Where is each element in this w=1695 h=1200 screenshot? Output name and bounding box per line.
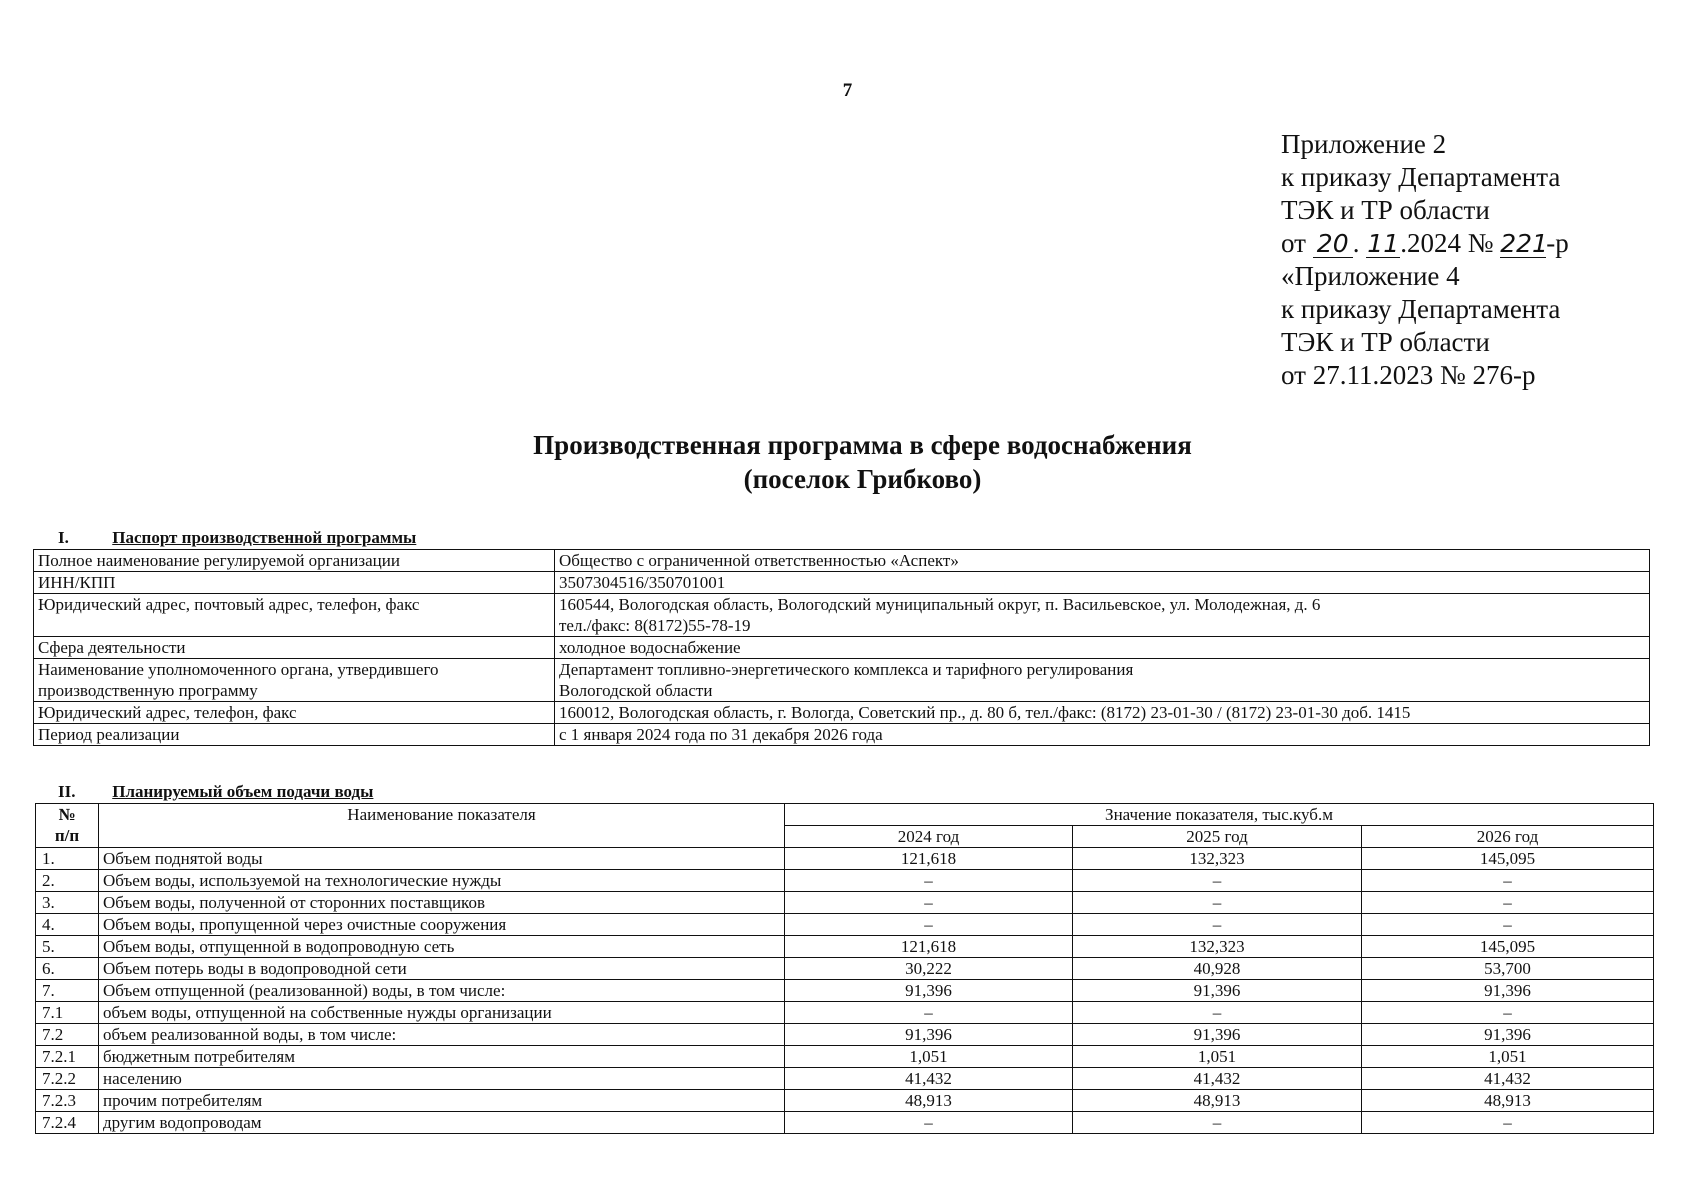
row-number: 7.2.4 [36, 1112, 99, 1134]
row-value-2026: – [1362, 914, 1654, 936]
table-row [36, 1002, 1654, 1024]
row-value-2025: 48,913 [1073, 1090, 1362, 1112]
passport-row [34, 572, 1650, 594]
passport-row [34, 550, 1650, 572]
row-value-2026: – [1362, 1112, 1654, 1134]
row-value-2026: 53,700 [1362, 958, 1654, 980]
row-value-2024: – [785, 914, 1073, 936]
appendix-line-6: к приказу Департамента [1281, 294, 1561, 324]
row-number: 7.2.3 [36, 1090, 99, 1112]
passport-label-line2: производственную программу [38, 681, 258, 700]
header-indicator-name: Наименование показателя [99, 804, 785, 848]
row-value-2025: 132,323 [1073, 936, 1362, 958]
row-value-2024: – [785, 892, 1073, 914]
row-number: 4. [36, 914, 99, 936]
row-value-2025: 91,396 [1073, 1024, 1362, 1046]
date-year: .2024 № [1400, 228, 1494, 258]
row-value-2025: – [1073, 1002, 1362, 1024]
passport-value-line2: Вологодской области [559, 681, 713, 700]
table-row [36, 892, 1654, 914]
row-indicator-name: Объем поднятой воды [99, 848, 785, 870]
row-value-2025: – [1073, 1112, 1362, 1134]
passport-label: Юридический адрес, почтовый адрес, телефон, факс [34, 594, 555, 637]
row-value-2025: – [1073, 914, 1362, 936]
table-row [36, 980, 1654, 1002]
row-value-2026: 1,051 [1362, 1046, 1654, 1068]
appendix-line-2: к приказу Департамента [1281, 162, 1561, 192]
appendix-line-7: ТЭК и ТР области [1281, 327, 1490, 357]
row-value-2024: – [785, 1002, 1073, 1024]
row-indicator-name: Объем воды, отпущенной в водопроводную сеть [99, 936, 785, 958]
header-num-cell [36, 804, 99, 848]
row-value-2024: 91,396 [785, 980, 1073, 1002]
title-line-1: Производственная программа в сфере водоснабжения [533, 430, 1192, 460]
passport-value: Общество с ограниченной ответственностью «Аспект» [555, 550, 1650, 572]
row-value-2024: 121,618 [785, 936, 1073, 958]
row-value-2026: 145,095 [1362, 848, 1654, 870]
header-value-group: Значение показателя, тыс.куб.м [785, 804, 1654, 826]
header-num-line2: п/п [54, 826, 80, 845]
row-indicator-name: Объем потерь воды в водопроводной сети [99, 958, 785, 980]
water-volume-rows [36, 848, 1654, 1134]
row-value-2024: 41,432 [785, 1068, 1073, 1090]
table-row [36, 1024, 1654, 1046]
table-row [36, 958, 1654, 980]
header-year-2025: 2025 год [1073, 826, 1362, 848]
passport-label: Период реализации [34, 724, 555, 746]
table-row [36, 1090, 1654, 1112]
row-number: 7.1 [36, 1002, 99, 1024]
row-value-2025: – [1073, 870, 1362, 892]
row-value-2024: 30,222 [785, 958, 1073, 980]
row-number: 5. [36, 936, 99, 958]
passport-row [34, 594, 1650, 637]
row-value-2024: 121,618 [785, 848, 1073, 870]
passport-row [34, 702, 1650, 724]
passport-label: Наименование уполномоченного органа, утвердившего [38, 660, 439, 679]
row-indicator-name: объем реализованной воды, в том числе: [99, 1024, 785, 1046]
passport-value: 160544, Вологодская область, Вологодский муниципальный округ, п. Васильевское, ул. Молодежная, д. 6 [559, 595, 1321, 614]
row-indicator-name: Объем отпущенной (реализованной) воды, в том числе: [99, 980, 785, 1002]
passport-row [34, 659, 1650, 702]
row-indicator-name: прочим потребителям [99, 1090, 785, 1112]
row-value-2025: – [1073, 892, 1362, 914]
header-year-2026: 2026 год [1362, 826, 1654, 848]
appendix-line-3: ТЭК и ТР области [1281, 195, 1490, 225]
table-row [36, 1068, 1654, 1090]
passport-value-cell [555, 659, 1650, 702]
row-value-2026: – [1362, 1002, 1654, 1024]
row-number: 7.2.1 [36, 1046, 99, 1068]
row-indicator-name: Объем воды, пропущенной через очистные сооружения [99, 914, 785, 936]
row-number: 7. [36, 980, 99, 1002]
row-value-2024: 91,396 [785, 1024, 1073, 1046]
appendix-order-date [1281, 227, 1569, 260]
page-number: 7 [842, 80, 853, 101]
section-2-number: II. [58, 782, 76, 801]
row-value-2024: – [785, 870, 1073, 892]
row-number: 6. [36, 958, 99, 980]
title-line-2: (поселок Грибково) [743, 464, 982, 494]
row-indicator-name: бюджетным потребителям [99, 1046, 785, 1068]
appendix-line-5: «Приложение 4 [1281, 261, 1460, 291]
row-value-2024: 48,913 [785, 1090, 1073, 1112]
water-volume-table [35, 803, 1654, 1134]
row-value-2025: 132,323 [1073, 848, 1362, 870]
row-value-2024: – [785, 1112, 1073, 1134]
order-suffix: -р [1546, 228, 1569, 258]
table-row [36, 1112, 1654, 1134]
passport-row [34, 637, 1650, 659]
date-prefix: от [1281, 228, 1306, 258]
passport-label: Полное наименование регулируемой организации [34, 550, 555, 572]
passport-value-line2: тел./факс: 8(8172)55-78-19 [559, 616, 751, 635]
document-title [0, 428, 1695, 496]
row-value-2025: 41,432 [1073, 1068, 1362, 1090]
section-1-heading [58, 528, 416, 548]
passport-label-cell [34, 659, 555, 702]
row-value-2026: – [1362, 870, 1654, 892]
date-dot: . [1352, 228, 1360, 258]
row-value-2025: 40,928 [1073, 958, 1362, 980]
row-value-2024: 1,051 [785, 1046, 1073, 1068]
row-number: 3. [36, 892, 99, 914]
handwritten-month: 11 [1367, 229, 1400, 258]
row-indicator-name: Объем воды, полученной от сторонних поставщиков [99, 892, 785, 914]
table-row [36, 870, 1654, 892]
section-2-heading [58, 782, 373, 802]
passport-label: ИНН/КПП [34, 572, 555, 594]
header-year-2024: 2024 год [785, 826, 1073, 848]
row-value-2026: 145,095 [1362, 936, 1654, 958]
row-value-2025: 1,051 [1073, 1046, 1362, 1068]
table-row [36, 1046, 1654, 1068]
row-value-2026: – [1362, 892, 1654, 914]
passport-value-cell [555, 594, 1650, 637]
row-number: 7.2.2 [36, 1068, 99, 1090]
row-indicator-name: населению [99, 1068, 785, 1090]
section-1-title: Паспорт производственной программы [112, 528, 417, 547]
row-value-2026: 41,432 [1362, 1068, 1654, 1090]
appendix-block [1281, 128, 1569, 392]
appendix-line-1: Приложение 2 [1281, 129, 1447, 159]
section-2-title: Планируемый объем подачи воды [112, 782, 374, 801]
handwritten-order-number: 221 [1500, 229, 1548, 258]
passport-value: 160012, Вологодская область, г. Вологда, Советский пр., д. 80 б, тел./факс: (8172) 23-01-30 / (8172) 23-01-30 доб. 1415 [555, 702, 1650, 724]
passport-row [34, 724, 1650, 746]
row-indicator-name: другим водопроводам [99, 1112, 785, 1134]
table-row [36, 848, 1654, 870]
header-row [36, 804, 1654, 826]
row-number: 1. [36, 848, 99, 870]
section-1-number: I. [58, 528, 69, 547]
table-row [36, 936, 1654, 958]
passport-value: с 1 января 2024 года по 31 декабря 2026 года [555, 724, 1650, 746]
passport-table [33, 549, 1650, 746]
passport-value: 3507304516/350701001 [555, 572, 1650, 594]
row-number: 2. [36, 870, 99, 892]
appendix-line-8: от 27.11.2023 № 276-р [1281, 360, 1536, 390]
passport-value: холодное водоснабжение [555, 637, 1650, 659]
table-row [36, 914, 1654, 936]
row-value-2026: 48,913 [1362, 1090, 1654, 1112]
passport-label: Юридический адрес, телефон, факс [34, 702, 555, 724]
handwritten-day: 20 [1313, 231, 1353, 258]
header-num: № [58, 805, 76, 824]
row-indicator-name: объем воды, отпущенной на собственные нужды организации [99, 1002, 785, 1024]
row-value-2026: 91,396 [1362, 1024, 1654, 1046]
row-number: 7.2 [36, 1024, 99, 1046]
passport-value: Департамент топливно-энергетического комплекса и тарифного регулирования [559, 660, 1134, 679]
row-indicator-name: Объем воды, используемой на технологические нужды [99, 870, 785, 892]
row-value-2026: 91,396 [1362, 980, 1654, 1002]
row-value-2025: 91,396 [1073, 980, 1362, 1002]
passport-label: Сфера деятельности [34, 637, 555, 659]
